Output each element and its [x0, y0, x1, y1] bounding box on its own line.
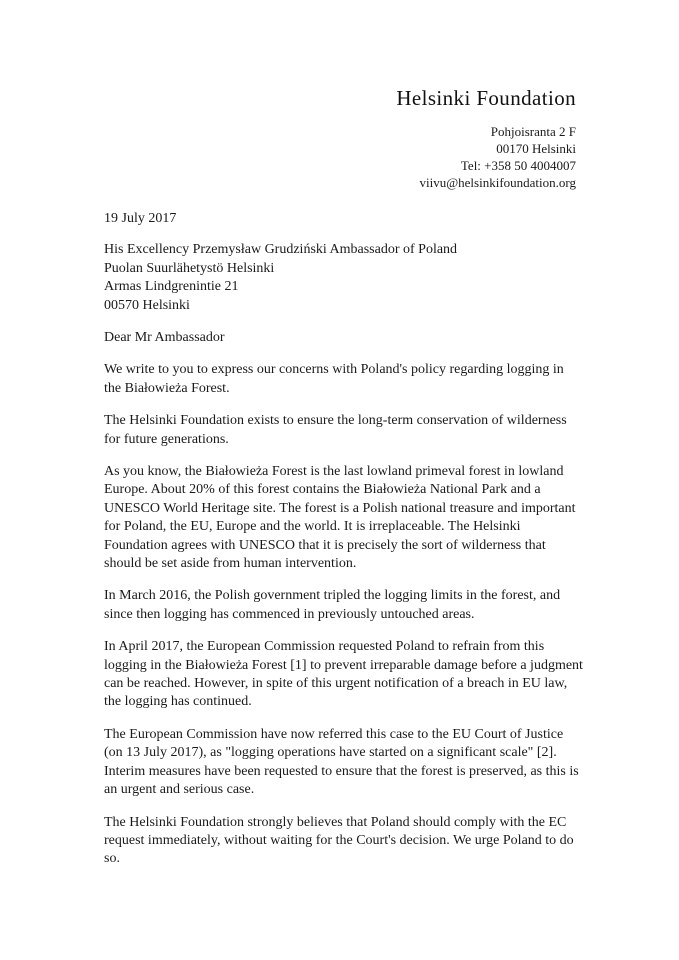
- paragraph-appeal: The Helsinki Foundation strongly believes that Poland should comply with the EC request immediately, without waiting for the Court's decision. We urge Poland to do so.: [104, 814, 574, 867]
- recipient-city: 00570 Helsinki: [104, 297, 190, 313]
- paragraph-concerns: We write to you to express our concerns with Poland's policy regarding logging in the Białowieża Forest.: [104, 362, 564, 396]
- sender-address: [419, 123, 576, 191]
- recipient-street: Armas Lindgrenintie 21: [104, 279, 239, 295]
- recipient-name: His Excellency Przemysław Grudziński Ambassador of Poland: [104, 242, 458, 258]
- paragraph-logging-limits: In March 2016, the Polish government tripled the logging limits in the forest, and since then logging has commenced in previously untouched areas.: [104, 588, 561, 622]
- sender-street: Pohjoisranta 2 F: [490, 124, 576, 139]
- recipient-address: [104, 241, 584, 315]
- recipient-organization: Puolan Suurlähetystö Helsinki: [104, 260, 275, 276]
- sender-email: viivu@helsinkifoundation.org: [419, 175, 576, 190]
- sender-phone: Tel: +358 50 4004007: [460, 158, 576, 173]
- letter-date: 19 July 2017: [104, 211, 177, 226]
- letterhead-title: Helsinki Foundation: [396, 86, 576, 110]
- paragraph-foundation-purpose: The Helsinki Foundation exists to ensure the long-term conservation of wilderness for future generations.: [104, 413, 567, 447]
- salutation: Dear Mr Ambassador: [104, 329, 225, 345]
- paragraph-forest-significance: As you know, the Białowieża Forest is the last lowland primeval forest in lowland Europe. About 20% of this forest contains the Białowieża National Park and a UNESCO World Heritage site. The forest is a Polish national treasure and important for Poland, the EU, Europe and the world. It is irreplaceable. The Helsinki Foundation agrees with UNESCO that it is precisely the sort of wilderness that should be set aside from human intervention.: [104, 464, 576, 572]
- paragraph-court-referral: The European Commission have now referred this case to the EU Court of Justice (on 13 July 2017), as "logging operations have started on a significant scale" [2]. Interim measures have been requested to ensure that the forest is preserved, as this is an urgent and serious case.: [104, 726, 579, 798]
- sender-city: 00170 Helsinki: [496, 141, 576, 156]
- letter-body: [104, 210, 584, 883]
- paragraph-commission-request: In April 2017, the European Commission requested Poland to refrain from this logging in the Białowieża Forest [1] to prevent irreparable damage before a judgment can be reached. However, in spite of this urgent notification of a breach in EU law, the logging has continued.: [104, 639, 583, 710]
